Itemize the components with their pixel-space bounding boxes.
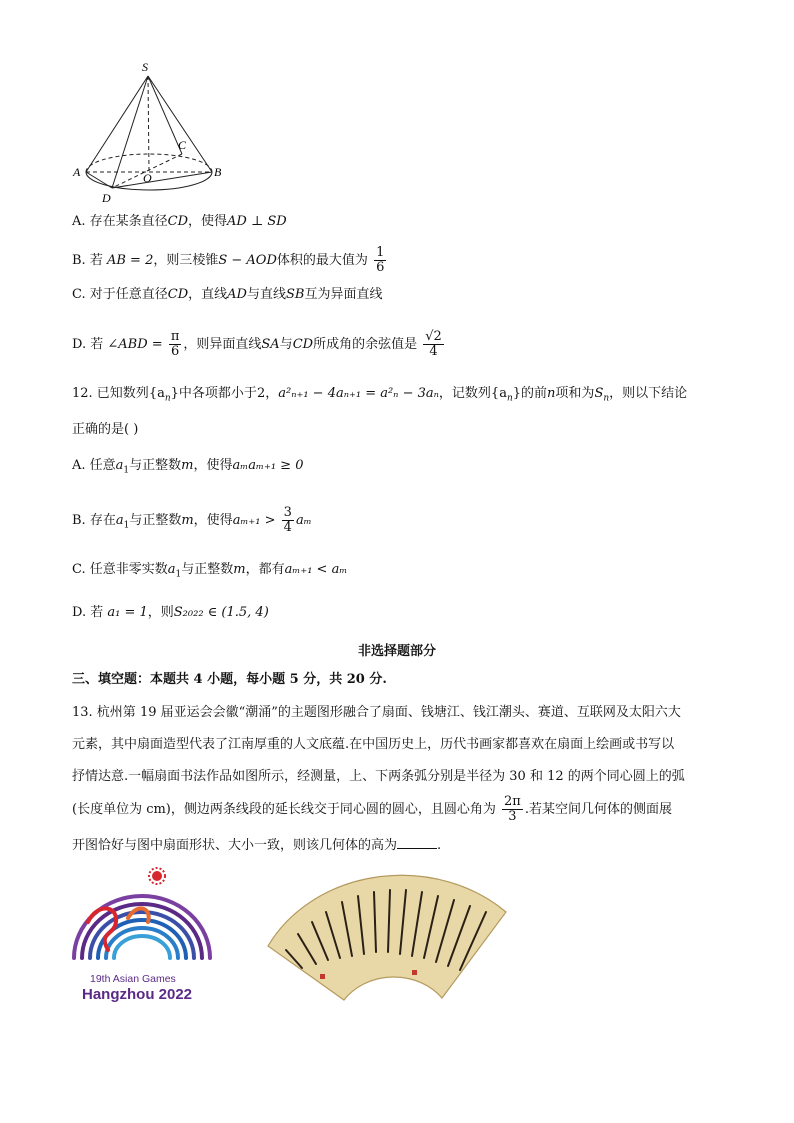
fraction-three-quarters: $\frac{3}{4}$	[283, 505, 292, 535]
fraction-root2-over-4: $\frac{√2}{4}$	[425, 329, 442, 359]
label-C: C	[178, 138, 187, 152]
q12-option-a: A. 任意$a_1$与正整数m，使得aₘaₘ₊₁ ≥ 0	[72, 458, 304, 476]
section-heading: 三、填空题：本题共 4 小题，每小题 5 分，共 20 分.	[72, 672, 387, 687]
fraction-pi-sixth: $\frac{\pi}{6}$	[170, 329, 180, 359]
q11-option-d: D. 若 ∠ABD = $\frac{\pi}{6}$ ，则异面直线SA与CD所成角的余弦值是 $\frac{√2}{4}$	[72, 329, 442, 359]
asian-games-logo	[68, 862, 218, 1007]
q11-option-c: C. 对于任意直径CD，直线AD与直线SB互为异面直线	[72, 287, 383, 302]
q13-line4: (长度单位为 cm)，侧边两条线段的延长线交于同心圆的圆心，且圆心角为 $\frac{2\pi}{3}$ .若某空间几何体的侧面展	[72, 794, 672, 824]
fraction-two-pi-thirds: $\frac{2\pi}{3}$	[504, 794, 521, 824]
q13-line3: 抒情达意.一幅扇面书法作品如图所示，经测量，上、下两条弧分别是半径为 30 和 12 的两个同心圆上的弧	[72, 769, 685, 784]
q12-option-b: B. 存在$a_1$与正整数m，使得aₘ₊₁ > $\frac{3}{4}$ aₘ	[72, 505, 312, 535]
wave-fan-icon	[74, 896, 210, 958]
sun-icon	[149, 868, 165, 884]
q12-stem-line2: 正确的是( )	[72, 422, 139, 437]
label-A: A	[73, 165, 81, 179]
label-D: D	[102, 191, 111, 205]
q12-option-d: D. 若 a₁ = 1，则S₂₀₂₂ ∈ (1.5, 4)	[72, 605, 269, 620]
logo-line1: 19th Asian Games	[90, 973, 176, 985]
logo-line2: Hangzhou 2022	[82, 986, 193, 1003]
section-title: 非选择题部分	[357, 644, 436, 659]
label-O: O	[143, 171, 152, 185]
fraction-one-sixth: $\frac{1}{6}$	[376, 245, 385, 275]
q11-option-a: A. 存在某条直径CD，使得AD ⊥ SD	[72, 214, 287, 229]
q11-option-b: B. 若 AB = 2，则三棱锥S − AOD体积的最大值为 $\frac{1}{6}$	[72, 245, 385, 275]
q13-line1: 13. 杭州第 19 届亚运会会徽“潮涌”的主题图形融合了扇面、钱塘江、钱江潮头、赛道、互联网及太阳六大	[72, 705, 681, 720]
q13-line5: 开图恰好与图中扇面形状、大小一致，则该几何体的高为 .	[72, 838, 442, 853]
q13-line2: 元素，其中扇面造型代表了江南厚重的人文底蕴.在中国历史上，历代书画家都喜欢在扇面上绘画或书写以	[72, 737, 675, 752]
q12-option-c: C. 任意非零实数$a_1$与正整数m，都有aₘ₊₁ < aₘ	[72, 562, 348, 580]
cone-figure	[66, 58, 236, 208]
label-S: S	[142, 60, 148, 74]
calligraphy-fan-image	[262, 872, 512, 1004]
answer-blank	[397, 836, 437, 849]
q12-stem-line1: 12. 已知数列$\{a_n\}$中各项都小于2，a²ₙ₊₁ − 4aₙ₊₁ = a²ₙ − 3aₙ，记数列$\{a_n\}$的前n项和为$S_n$，则以下结论	[72, 386, 688, 404]
label-B: B	[214, 165, 222, 179]
